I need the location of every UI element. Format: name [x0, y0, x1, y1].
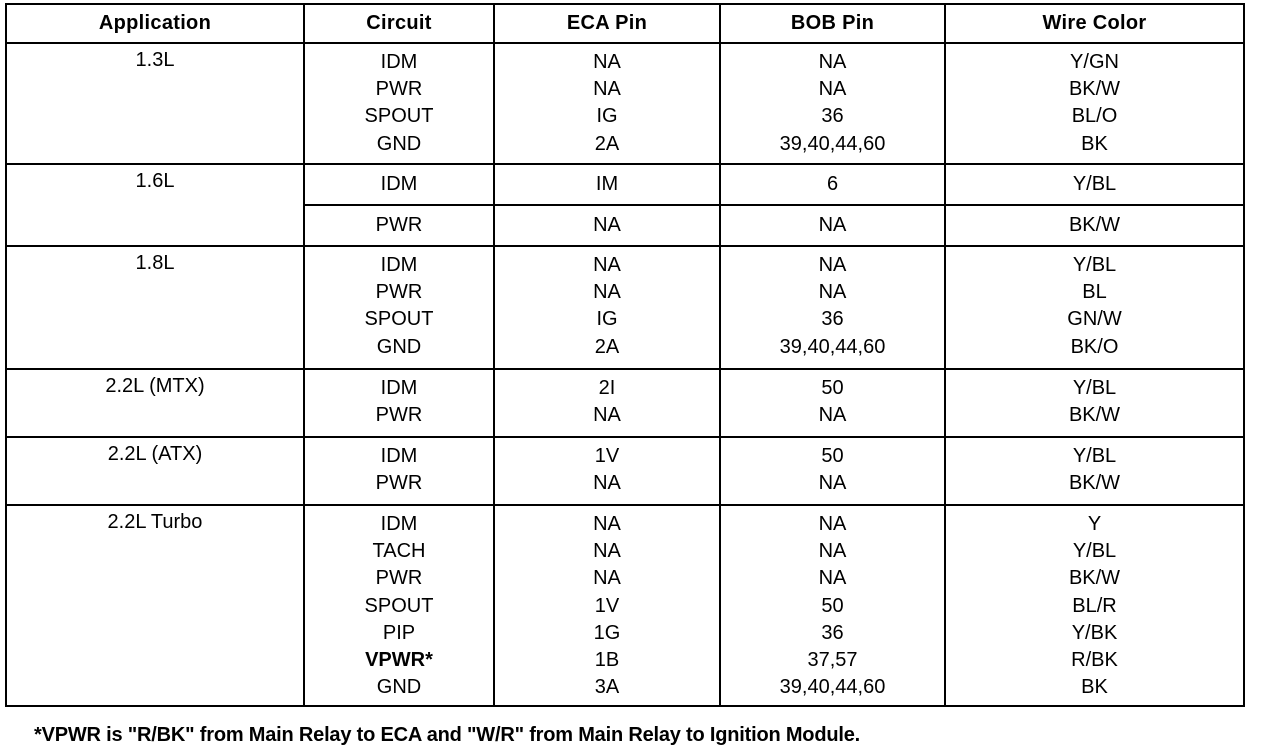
eca-pin-cell: [494, 369, 720, 437]
circuit-value: GND: [376, 335, 422, 358]
bob-pin-value: NA: [818, 540, 847, 563]
eca-pin-value: NA: [593, 472, 621, 495]
wire-color-cell: [945, 205, 1244, 246]
header-row: [6, 4, 1244, 43]
eca-pin-value: 2I: [598, 377, 616, 399]
application-cell: 1.8L: [6, 246, 304, 369]
circuit-value: PIP: [382, 621, 416, 644]
wire-color-value: BK/W: [1068, 78, 1121, 101]
eca-pin-value: 2A: [594, 335, 620, 358]
eca-pin-value: NA: [593, 567, 621, 590]
eca-pin-value: NA: [593, 213, 621, 236]
circuit-cell: [304, 505, 494, 706]
wire-color-value: Y/BL: [1072, 254, 1117, 276]
table-body: [6, 43, 1244, 706]
eca-pin-cell: [494, 205, 720, 246]
circuit-value: IDM: [380, 513, 418, 535]
circuit-cell: [304, 164, 494, 205]
bob-pin-value: 36: [821, 621, 844, 644]
eca-pin-cell: [494, 505, 720, 706]
wire-color-value: BL: [1082, 281, 1107, 304]
circuit-value: GND: [376, 132, 422, 155]
eca-pin-value: NA: [593, 513, 621, 535]
wire-color-cell: [945, 505, 1244, 706]
eca-pin-cell: [494, 437, 720, 505]
wire-color-value: Y/BL: [1072, 540, 1117, 563]
wire-color-value: GN/W: [1067, 308, 1122, 331]
bob-pin-value: 37,57: [807, 649, 858, 672]
application-cell: 2.2L (MTX): [6, 369, 304, 437]
eca-pin-value: 1V: [594, 594, 620, 617]
circuit-value: PWR: [375, 567, 423, 590]
wire-color-value: BK/W: [1068, 213, 1121, 236]
eca-pin-value: NA: [593, 254, 621, 276]
wire-color-value: BL/R: [1072, 594, 1117, 617]
application-cell: 2.2L (ATX): [6, 437, 304, 505]
wire-color-value: Y/GN: [1070, 51, 1119, 73]
bob-pin-cell: [720, 43, 945, 164]
circuit-value: TACH: [372, 540, 426, 563]
eca-pin-value: NA: [593, 78, 621, 101]
bob-pin-cell: [720, 164, 945, 205]
bob-pin-value: NA: [818, 51, 847, 73]
bob-pin-value: 50: [821, 445, 844, 467]
wire-color-cell: [945, 437, 1244, 505]
bob-pin-value: 39,40,44,60: [779, 676, 886, 699]
bob-pin-value: 50: [821, 594, 844, 617]
bob-pin-value: NA: [818, 213, 847, 236]
circuit-value: SPOUT: [364, 105, 434, 128]
eca-pin-value: 2A: [594, 132, 620, 155]
header-circuit: Circuit: [304, 4, 494, 43]
bob-pin-cell: [720, 205, 945, 246]
wire-color-cell: [945, 43, 1244, 164]
eca-pin-value: IG: [596, 105, 618, 128]
bob-pin-value: NA: [818, 281, 847, 304]
table-row: [6, 246, 1244, 369]
circuit-value: SPOUT: [364, 594, 434, 617]
bob-pin-value: NA: [818, 78, 847, 101]
circuit-value: IDM: [380, 172, 418, 195]
circuit-cell: [304, 369, 494, 437]
wire-color-cell: [945, 164, 1244, 205]
eca-pin-value: NA: [593, 540, 621, 563]
circuit-value: IDM: [380, 445, 418, 467]
wire-color-value: BK/O: [1070, 335, 1119, 358]
circuit-cell: [304, 205, 494, 246]
wire-color-value: Y: [1087, 513, 1102, 535]
bob-pin-value: NA: [818, 404, 847, 427]
eca-pin-cell: [494, 43, 720, 164]
wire-color-value: BL/O: [1071, 105, 1118, 128]
wire-color-value: BK/W: [1068, 472, 1121, 495]
eca-pin-value: 1V: [594, 445, 620, 467]
bob-pin-cell: [720, 505, 945, 706]
application-cell: 2.2L Turbo: [6, 505, 304, 706]
wire-color-cell: [945, 246, 1244, 369]
circuit-cell: [304, 437, 494, 505]
header-eca-pin: ECA Pin: [494, 4, 720, 43]
wire-color-value: Y/BL: [1072, 172, 1117, 195]
circuit-value: PWR: [375, 404, 423, 427]
wire-color-value: BK: [1081, 676, 1108, 699]
circuit-cell: [304, 43, 494, 164]
header-bob-pin: BOB Pin: [720, 4, 945, 43]
wire-color-value: R/BK: [1071, 649, 1118, 672]
table-row: [6, 505, 1244, 706]
bob-pin-cell: [720, 369, 945, 437]
eca-pin-value: 3A: [594, 676, 620, 699]
table-row: [6, 43, 1244, 164]
eca-pin-value: IM: [595, 172, 619, 195]
circuit-value: VPWR*: [365, 649, 433, 672]
eca-pin-value: NA: [593, 404, 621, 427]
circuit-value: IDM: [380, 377, 418, 399]
bob-pin-value: 39,40,44,60: [779, 335, 886, 358]
application-cell: 1.6L: [6, 164, 304, 246]
table-row: [6, 164, 1244, 205]
bob-pin-cell: [720, 437, 945, 505]
bob-pin-value: 50: [821, 377, 844, 399]
circuit-value: IDM: [380, 254, 418, 276]
circuit-value: PWR: [375, 78, 423, 101]
bob-pin-value: 6: [826, 172, 839, 195]
footnote: *VPWR is "R/BK" from Main Relay to ECA and "W/R" from Main Relay to Ignition Module.: [34, 724, 860, 746]
wire-color-value: BK/W: [1068, 567, 1121, 590]
bob-pin-value: 39,40,44,60: [779, 132, 886, 155]
wire-color-value: Y/BL: [1072, 445, 1117, 467]
eca-pin-value: NA: [593, 51, 621, 73]
wire-color-value: Y/BL: [1072, 377, 1117, 399]
wire-color-value: BK/W: [1068, 404, 1121, 427]
table-row: [6, 437, 1244, 505]
application-cell: 1.3L: [6, 43, 304, 164]
header-wire-color: Wire Color: [945, 4, 1244, 43]
circuit-value: PWR: [375, 472, 423, 495]
circuit-value: IDM: [380, 51, 418, 73]
bob-pin-cell: [720, 246, 945, 369]
bob-pin-value: NA: [818, 567, 847, 590]
wire-color-value: Y/BK: [1071, 621, 1118, 644]
bob-pin-value: 36: [821, 105, 844, 128]
bob-pin-value: 36: [821, 308, 844, 331]
circuit-cell: [304, 246, 494, 369]
wiring-table: [5, 3, 1245, 707]
header-application: Application: [6, 4, 304, 43]
wire-color-cell: [945, 369, 1244, 437]
eca-pin-cell: [494, 164, 720, 205]
table-row: [6, 369, 1244, 437]
bob-pin-value: NA: [818, 472, 847, 495]
wire-color-value: BK: [1081, 132, 1108, 155]
circuit-value: PWR: [375, 281, 423, 304]
eca-pin-value: IG: [596, 308, 618, 331]
circuit-value: PWR: [375, 213, 423, 236]
circuit-value: SPOUT: [364, 308, 434, 331]
eca-pin-value: NA: [593, 281, 621, 304]
bob-pin-value: NA: [818, 513, 847, 535]
eca-pin-value: 1G: [593, 621, 621, 644]
eca-pin-cell: [494, 246, 720, 369]
eca-pin-value: 1B: [594, 649, 620, 672]
circuit-value: GND: [376, 676, 422, 699]
bob-pin-value: NA: [818, 254, 847, 276]
